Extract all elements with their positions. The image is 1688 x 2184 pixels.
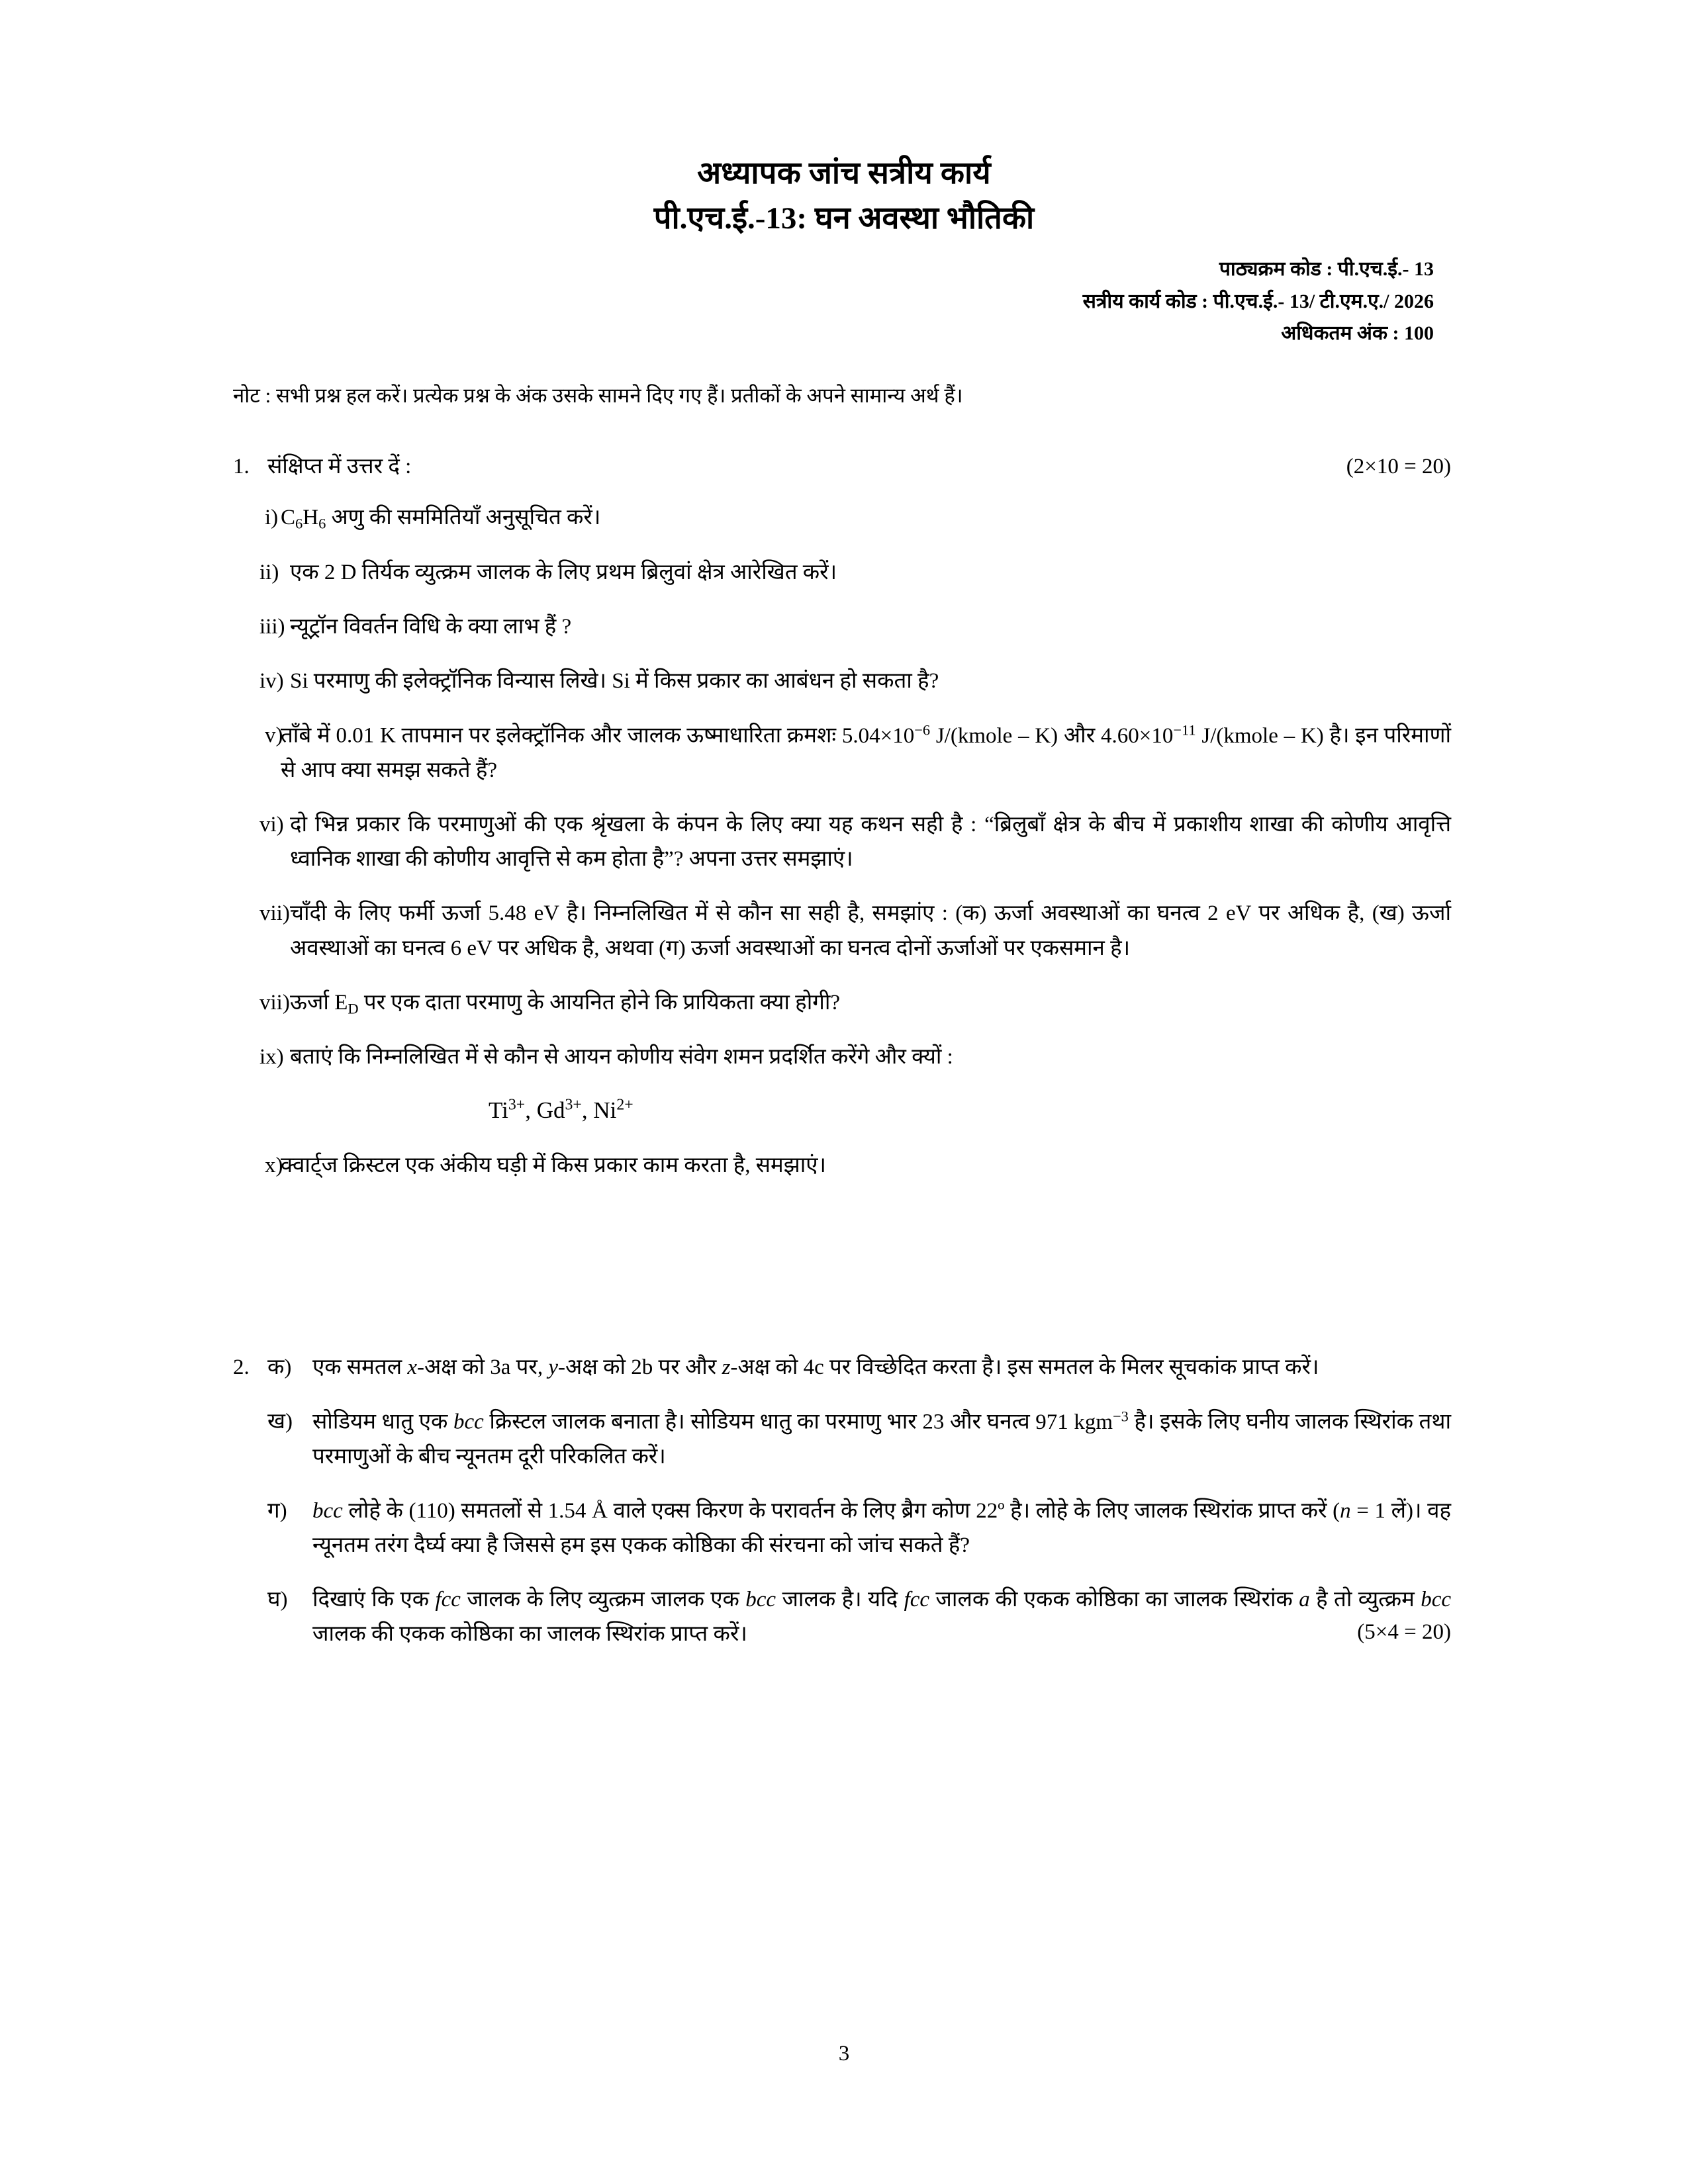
assignment-code-line: सत्रीय कार्य कोड : पी.एच.ई.- 13/ टी.एम.ए./ 2026 (1082, 290, 1434, 312)
question-1-item-text: दो भिन्न प्रकार कि परमाणुओं की एक श्रृंखला के कंपन के लिए क्या यह कथन सही है : “ब्रिलुबाँ क्षेत्र के बीच में प्रकाशीय शाखा की कोणीय आवृत्ति ध्वानिक शाखा की कोणीय आवृत्ति से कम होता है”? अपना उत्तर समझाएं। (290, 813, 1451, 872)
question-1-item-label: iv) (259, 669, 284, 694)
question-2-subitems (233, 1350, 1451, 1652)
question-1-item (233, 664, 1451, 698)
page-subtitle: पी.एच.ई.-13: घन अवस्था भौतिकी (653, 201, 1035, 236)
question-1-item-text: Si परमाणु की इलेक्ट्रॉनिक विन्यास लिखे। Si में किस प्रकार का आबंधन हो सकता है? (290, 669, 939, 694)
question-2-number: 2. (233, 1355, 250, 1379)
question-1-item-formula: $Ti^{3+}$, $Gd^{3+}$, $Ni^{2+}$ (489, 1096, 633, 1123)
page-number: 3 (838, 2042, 850, 2066)
question-2-item-label: ख) (267, 1410, 293, 1434)
question-1-item-label: iii) (259, 615, 285, 639)
question-1-item-label: v) (265, 723, 283, 748)
question-1-header (233, 450, 1451, 483)
question-2-item-label: क) (267, 1355, 292, 1379)
question-2-block (233, 1350, 1451, 1645)
question-2-item-text: सोडियम धातु एक bcc क्रिस्टल जालक बनाता है। सोडियम धातु का परमाणु भार 23 और घनत्व 971 kgm$^{-3}$ है। इसके लिए घनीय जालक स्थिरांक तथा परमाणुओं के बीच न्यूनतम दूरी परिकलित करें। (312, 1408, 1451, 1469)
question-1-item-text: चाँदी के लिए फर्मी ऊर्जा 5.48 eV है। निम्नलिखित में से कौन सा सही है, समझांए : (क) ऊर्जा अवस्थाओं का घनत्व 2 eV पर अधिक है, (ख) ऊर्जा अवस्थाओं का घनत्व 6 eV पर अधिक है, अथवा (ग) ऊर्जा अवस्थाओं का घनत्व दोनों ऊर्जाओं पर एकसमान है। (290, 901, 1451, 960)
question-1-item-label: x) (265, 1153, 283, 1177)
page-title: अध्यापक जांच सत्रीय कार्य (697, 156, 991, 191)
question-2-item-label: ग) (267, 1499, 287, 1524)
question-1-item-text: $C_6H_6$ अणु की सममितियाँ अनुसूचित करें। (281, 506, 601, 532)
question-2-item-text: bcc लोहे के (110) समतलों से 1.54 Å वाले एक्स किरण के परावर्तन के लिए ब्रैग कोण 22º है। लोहे के लिए जालक स्थिरांक प्राप्त करें (n = 1 लें)। वह न्यूनतम तरंग दैर्घ्य क्या है जिससे हम इस एकक कोष्ठिका की संरचना को जांच सकते हैं? (312, 1499, 1451, 1558)
question-1-item-label: vii) (259, 990, 290, 1015)
question-2-item-label: घ) (267, 1588, 288, 1612)
question-1-marks: (2×10 = 20) (1346, 455, 1451, 478)
question-1-item-text: ऊर्जा $E_D$ पर एक दाता परमाणु के आयनित होने कि प्रायिकता क्या होगी? (290, 990, 841, 1017)
question-1-item-label: vi) (259, 813, 284, 837)
question-2-marks: (5×4 = 20) (1357, 1619, 1451, 1644)
question-1-item-label: vii) (259, 901, 290, 926)
question-1-item (233, 807, 1451, 876)
question-1-item (233, 1040, 1451, 1128)
question-2-item (233, 1404, 1451, 1474)
question-1-item-text: बताएं कि निम्नलिखित में से कौन से आयन कोणीय संवेग शमन प्रदर्शित करेंगे और क्यों : $Ti^{3+}$, $Gd^{3+}$, $Ni^{2+}$ (290, 1040, 1451, 1128)
question-1-item-label: i) (265, 506, 279, 530)
question-2-item (233, 1494, 1451, 1563)
course-meta-block (1083, 253, 1434, 350)
question-1-item-label: ii) (259, 560, 279, 584)
question-2-item-text: दिखाएं कि एक fcc जालक के लिए व्युत्क्रम जालक एक bcc जालक है। यदि fcc जालक की एकक कोष्ठिका का जालक स्थिरांक a है तो व्युत्क्रम bcc जालक की एकक कोष्ठिका का जालक स्थिरांक प्राप्त करें। (312, 1588, 1451, 1647)
question-1-item (233, 555, 1451, 590)
question-1-item-text: एक 2 D तिर्यक व्युत्क्रम जालक के लिए प्रथम ब्रिलुवां क्षेत्र आरेखित करें। (290, 560, 837, 584)
title-block (0, 154, 1688, 238)
question-2-item (233, 1350, 1451, 1385)
question-1-item-text: न्यूट्रॉन विवर्तन विधि के क्या लाभ हैं ? (290, 615, 572, 639)
question-1-stem: संक्षिप्त में उत्तर दें : (267, 455, 412, 478)
question-1-item (233, 1148, 1451, 1183)
question-1-item (233, 500, 1451, 535)
question-1-item (233, 985, 1451, 1021)
question-2-item (233, 1582, 1451, 1651)
question-1-block (233, 450, 1451, 1183)
question-1-subitems (233, 500, 1451, 1183)
max-marks-line: अधिकतम अंक : 100 (1281, 322, 1434, 345)
question-1-item-label: ix) (259, 1045, 284, 1069)
question-1-item-text: ताँबे में 0.01 K तापमान पर इलेक्ट्रॉनिक और जालक ऊष्माधारिता क्रमशः $5.04\times 10^{-6}$ J/(kmole – K) और $4.60\times 10^{-11}$ J/(kmole – K) है। इन परिमाणों से आप क्या समझ सकते हैं? (281, 721, 1451, 783)
question-1-number: 1. (233, 455, 250, 478)
question-2-item-text: एक समतल x-अक्ष को 3a पर, y-अक्ष को 2b पर और z-अक्ष को 4c पर विच्छेदित करता है। इस समतल के मिलर सूचकांक प्राप्त करें। (312, 1355, 1319, 1379)
question-1-item (233, 718, 1451, 788)
course-code-line: पाठ्यक्रम कोड : पी.एच.ई.- 13 (1219, 258, 1434, 280)
question-1-item-text: क्वार्ट्ज क्रिस्टल एक अंकीय घड़ी में किस प्रकार काम करता है, समझाएं। (281, 1153, 827, 1177)
question-1-item (233, 896, 1451, 965)
question-1-item (233, 610, 1451, 644)
instructions-note: नोट : सभी प्रश्न हल करें। प्रत्येक प्रश्न के अंक उसके सामने दिए गए हैं। प्रतीकों के अपने सामान्य अर्थ हैं। (233, 384, 963, 407)
